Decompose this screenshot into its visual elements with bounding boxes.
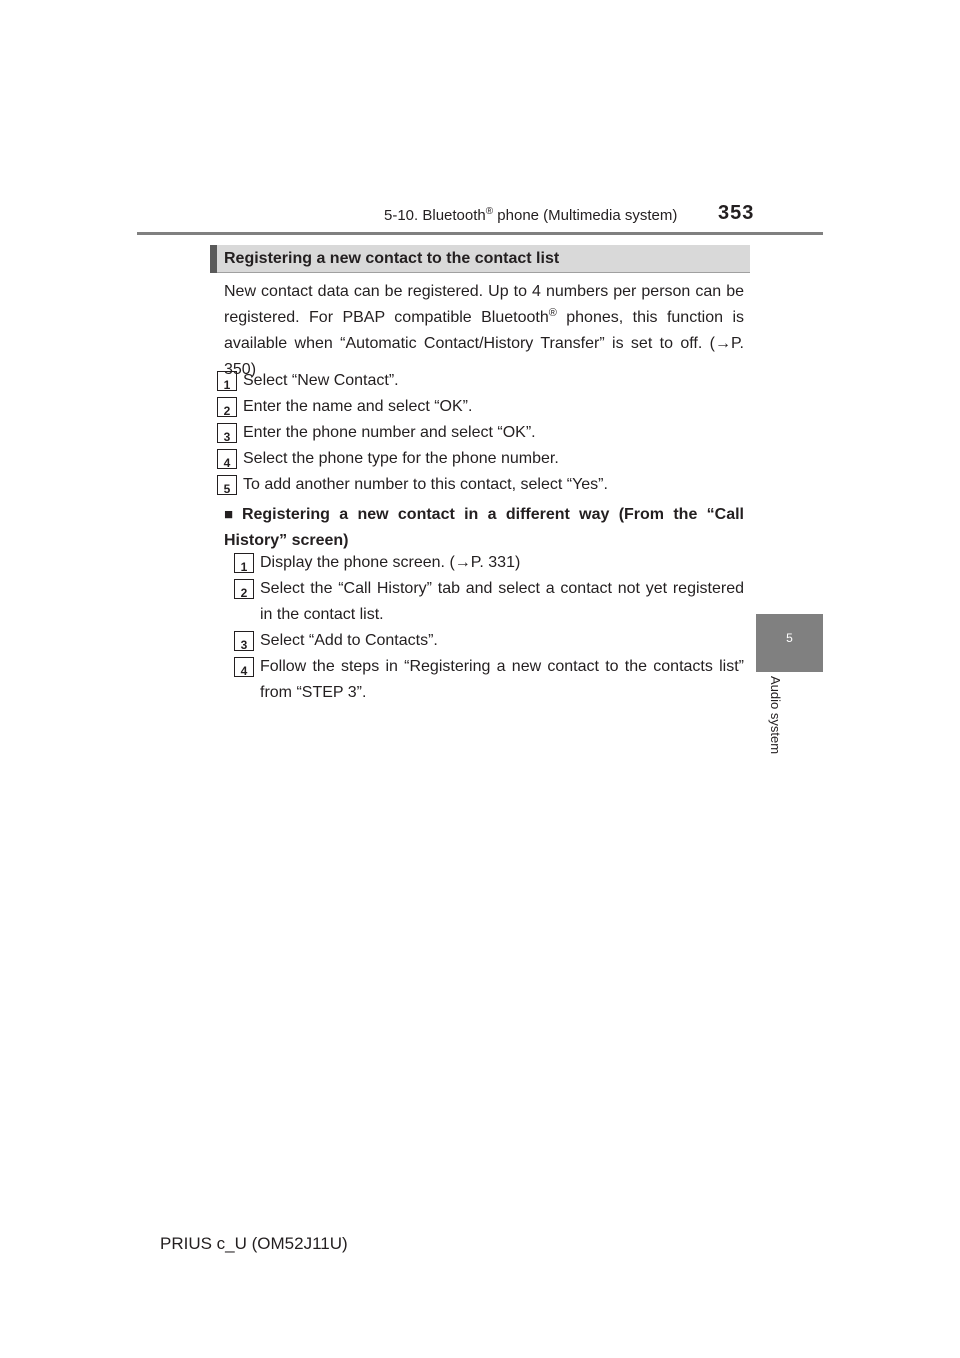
substep-text: Select the “Call History” tab and select a contact not yet registered in the contact list. bbox=[260, 580, 744, 623]
square-bullet-icon: ■ bbox=[224, 506, 238, 523]
step-number-box: 5 bbox=[217, 475, 237, 495]
section-title: Registering a new contact to the contact list bbox=[224, 250, 560, 267]
chapter-side-label-text: Audio system bbox=[768, 676, 783, 755]
step-number-box: 1 bbox=[217, 371, 237, 391]
step-text: Enter the phone number and select “OK”. bbox=[243, 424, 536, 441]
step-text: Enter the name and select “OK”. bbox=[243, 398, 473, 415]
chapter-prefix: 5-10. Bluetooth bbox=[384, 207, 486, 224]
intro-registered-mark: ® bbox=[548, 307, 557, 319]
header-divider bbox=[137, 232, 823, 235]
page-number: 353 bbox=[718, 202, 755, 224]
substep-number-box: 3 bbox=[234, 631, 254, 651]
subsection-title: Registering a new contact in a different way (From the “Call History” screen) bbox=[224, 506, 745, 549]
substep-number-box: 2 bbox=[234, 579, 254, 599]
step-number-box: 4 bbox=[217, 449, 237, 469]
chapter-suffix: phone (Multimedia system) bbox=[493, 207, 678, 224]
step-text: Select the phone type for the phone number. bbox=[243, 450, 559, 467]
intro-text-1: New contact data can be registered. Up to 4 numbers per person can be registered. For PBAP compatible Bluetooth bbox=[224, 283, 744, 326]
substep-text: Follow the steps in “Registering a new contact to the contacts list” from “STEP 3”. bbox=[260, 658, 744, 701]
substep-text: Display the phone screen. (→P. 331) bbox=[260, 554, 521, 571]
chapter-side-label bbox=[768, 676, 800, 776]
substep-text: Select “Add to Contacts”. bbox=[260, 632, 438, 649]
subsection-heading bbox=[224, 502, 744, 554]
step-text: Select “New Contact”. bbox=[243, 372, 399, 389]
intro-text-2: phones, this function is available when “Automatic Contact/History Transfer” is set to off. (→P. 350) bbox=[224, 309, 744, 378]
step-text: To add another number to this contact, select “Yes”. bbox=[243, 476, 608, 493]
section-heading-marker bbox=[210, 245, 217, 273]
step-number-box: 2 bbox=[217, 397, 237, 417]
step-number-box: 3 bbox=[217, 423, 237, 443]
registered-mark: ® bbox=[485, 206, 494, 217]
chapter-header bbox=[384, 206, 677, 224]
chapter-side-tab-number: 5 bbox=[786, 631, 793, 645]
substep-number-box: 1 bbox=[234, 553, 254, 573]
footer-model: PRIUS c_U (OM52J11U) bbox=[160, 1234, 348, 1253]
substep-number-box: 4 bbox=[234, 657, 254, 677]
